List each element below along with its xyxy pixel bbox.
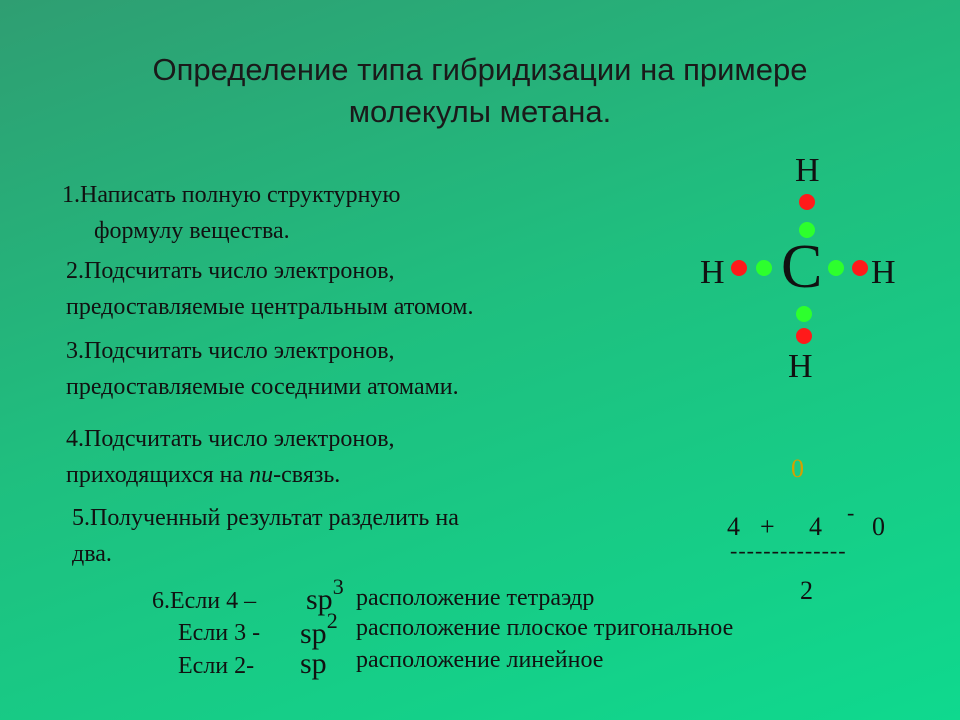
orbital-sp3: $sp^3$ (306, 574, 344, 616)
calc-term-3: 0 (872, 512, 885, 541)
electron-c-left (756, 260, 772, 276)
calc-minus: - (847, 500, 855, 525)
electron-h-left (731, 260, 747, 276)
atom-h-bottom: H (788, 348, 813, 385)
orbital-sp2: $sp^2$ (300, 608, 338, 650)
electron-h-right (852, 260, 868, 276)
step-5 (72, 500, 459, 572)
slide-title-line2: молекулы метана. (348, 94, 612, 129)
slide-title-line1: Определение типа гибридизации на примере (152, 52, 808, 87)
rule-condition-sp2: Если 3 - (178, 620, 261, 646)
atom-h-top: H (795, 152, 820, 189)
rule-condition-sp: Если 2- (178, 653, 255, 679)
electron-c-right (828, 260, 844, 276)
step-3-line1: 3.Подсчитать число электронов, (66, 338, 395, 364)
pi-electron-count: 0 (791, 454, 804, 483)
atom-h-right: H (871, 254, 896, 291)
rule-description-sp2: расположение плоское тригональное (356, 615, 734, 641)
rule-description-sp: расположение линейное (356, 647, 604, 673)
calc-term-1: 4 (727, 512, 740, 541)
atom-c-center: C (781, 233, 823, 301)
electron-h-top (799, 194, 815, 210)
calc-denominator: 2 (800, 576, 813, 605)
step-3-line2: предоставляемые соседними атомами. (66, 374, 459, 400)
rule-description-sp3: расположение тетраэдр (356, 585, 595, 611)
step-4-line1: 4.Подсчитать число электронов, (66, 426, 395, 452)
calc-term-2: 4 (809, 512, 822, 541)
electron-c-bottom (796, 306, 812, 322)
step-2 (66, 253, 473, 325)
step-3 (66, 333, 459, 405)
step-4 (66, 421, 395, 493)
step-1 (62, 177, 400, 249)
step-5-line1: 5.Полученный результат разделить на (72, 505, 459, 531)
step-5-line2: два. (72, 541, 112, 567)
rule-condition-sp3: 6.Если 4 – (152, 588, 257, 614)
orbital-sp: sp (300, 647, 327, 680)
step-1-line1: 1.Написать полную структурную (62, 182, 401, 208)
pi-term: пи (249, 462, 274, 488)
step-4-line2: приходящихся на пи-связь. (66, 462, 341, 488)
calc-fraction-line: -------------- (730, 538, 847, 563)
electron-h-bottom (796, 328, 812, 344)
atom-h-left: H (700, 254, 725, 291)
step-2-line1: 2.Подсчитать число электронов, (66, 258, 395, 284)
step-2-line2: предоставляемые центральным атомом. (66, 294, 474, 320)
step-1-line2: формулу вещества. (94, 218, 290, 244)
calc-plus: + (760, 512, 775, 541)
